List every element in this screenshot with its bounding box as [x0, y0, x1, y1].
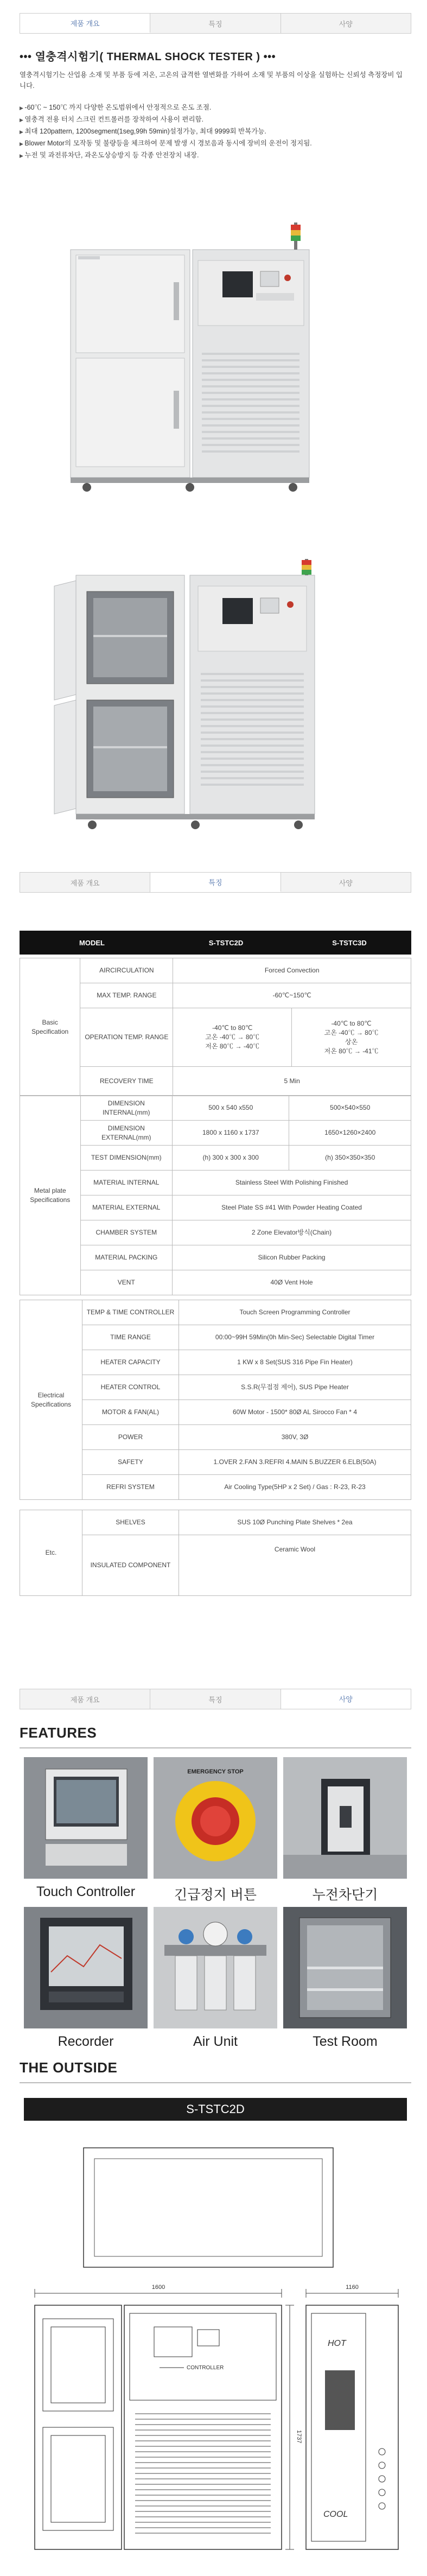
spec-table-electrical	[20, 1300, 411, 1500]
feature-caption: 긴급정지 버튼	[174, 1887, 257, 1903]
spec-row-label: TEST DIMENSION(mm)	[80, 1146, 173, 1171]
spec-row-value: Forced Convection	[173, 958, 411, 983]
spec-row-label: MATERIAL EXTERNAL	[80, 1195, 173, 1220]
tab-overview[interactable]: 제품 개요	[20, 14, 150, 33]
spec-row-label: MOTOR & FAN(AL)	[82, 1400, 179, 1425]
spec-row-value: Ceramic Wool	[179, 1535, 411, 1596]
spec-row-value: 2 Zone Elevator방식(Chain)	[173, 1220, 411, 1245]
spec-row-value: 1 KW x 8 Set(SUS 316 Pipe Fin Heater)	[179, 1350, 411, 1375]
dim-width-label: 1600	[151, 2284, 165, 2291]
spec-table-metal	[20, 1095, 411, 1295]
spec-row-label: DIMENSION INTERNAL(mm)	[80, 1096, 173, 1121]
feature-card	[154, 1907, 277, 2050]
spec-row-label: DIMENSION EXTERNAL(mm)	[80, 1121, 173, 1146]
bullet-item: ▶ 누전 및 과전류차단, 과온도상승방지 등 각종 안전장치 내장.	[20, 150, 408, 162]
product-image-open	[43, 559, 326, 836]
spec-row-value-a: (h) 300 x 300 x 300	[173, 1146, 289, 1171]
emergency-stop-photo	[154, 1757, 277, 1879]
spec-row-value: Stainless Steel With Polishing Finished	[173, 1171, 411, 1195]
spec-row-value: S.S.R(무접점 제어), SUS Pipe Heater	[179, 1375, 411, 1400]
spec-group-label: Basic Specification	[20, 958, 80, 1096]
tab-features[interactable]: 특징	[150, 873, 281, 892]
tab-overview[interactable]: 제품 개요	[20, 873, 150, 892]
product-title: ••• 열충격시험기( THERMAL SHOCK TESTER ) •••	[20, 51, 276, 63]
feature-caption: 누전차단기	[312, 1887, 378, 1903]
spec-row-label: SHELVES	[82, 1510, 179, 1535]
feature-caption: Touch Controller	[36, 1884, 136, 1899]
features-divider	[20, 1747, 411, 1748]
tab-specs[interactable]: 사양	[339, 20, 353, 28]
spec-row-value: -60℃~150℃	[173, 983, 411, 1008]
spec-row-label: CHAMBER SYSTEM	[80, 1220, 173, 1245]
spec-row-label: MATERIAL PACKING	[80, 1245, 173, 1270]
spec-row-value-b: -40℃ to 80℃ 고온 -40℃ → 80℃ 상온 저온 80℃ → -41℃	[292, 1008, 411, 1067]
spec-row-value: 40Ø Vent Hole	[173, 1270, 411, 1295]
tab-bar-specs	[20, 1689, 411, 1709]
feature-caption: Air Unit	[193, 2034, 238, 2049]
spec-table-basic	[20, 958, 411, 1096]
tab-bar-features	[20, 872, 411, 893]
spec-row-label: AIRCIRCULATION	[80, 958, 173, 983]
dim-height-label: 1737	[296, 2430, 302, 2444]
spec-row-label: MATERIAL INTERNAL	[80, 1171, 173, 1195]
spec-row-value: SUS 10Ø Punching Plate Shelves * 2ea	[179, 1510, 411, 1535]
spec-row-value-b: (h) 350×350×350	[289, 1146, 411, 1171]
tab-features[interactable]: 특징	[150, 14, 281, 33]
spec-row-value-a: 1800 x 1160 x 1737	[173, 1121, 289, 1146]
spec-row-value: 380V, 3Ø	[179, 1425, 411, 1450]
test-room-photo	[283, 1907, 407, 2028]
feature-card	[154, 1757, 277, 1904]
spec-row-label: INSULATED COMPONENT	[82, 1535, 179, 1596]
spec-row-label: TEMP & TIME CONTROLLER	[82, 1300, 179, 1325]
hot-zone-label: HOT	[328, 2339, 346, 2348]
spec-group-label: Etc.	[20, 1510, 82, 1596]
spec-table-header	[20, 931, 411, 955]
breaker-photo	[283, 1757, 407, 1879]
controller-label: CONTROLLER	[187, 2365, 224, 2371]
spec-row-label: MAX TEMP. RANGE	[80, 983, 173, 1008]
spec-row-value-a: 500 x 540 x550	[173, 1096, 289, 1121]
estop-label: EMERGENCY STOP	[187, 1769, 244, 1775]
product-intro: 열충격시험기는 산업용 소재 및 부품 등에 저온, 고온의 급격한 열변화를 가하여 소재 및 부품의 이상을 실험하는 신뢰성 측정장비 입니다.	[20, 71, 403, 90]
spec-group-label: Electrical Specifications	[20, 1300, 82, 1500]
bullet-item: ▶ Blower Motor의 모작동 및 불량등을 체크하여 문제 발생 시 경보음과 동시에 장비의 운전이 정지됨.	[20, 138, 408, 150]
tab-overview[interactable]: 제품 개요	[20, 1689, 150, 1709]
spec-table-etc	[20, 1510, 411, 1596]
spec-row-value: Silicon Rubber Packing	[173, 1245, 411, 1270]
feature-bullets	[20, 102, 408, 162]
spec-row-value: Air Cooling Type(5HP x 2 Set) / Gas : R-23, R-23	[179, 1475, 411, 1500]
outside-title: THE OUTSIDE	[20, 2059, 118, 2076]
spec-group-label: Metal plate Specifications	[20, 1096, 81, 1295]
spec-row-value: 1.OVER 2.FAN 3.REFRI 4.MAIN 5.BUZZER 6.ELB(50A)	[179, 1450, 411, 1475]
spec-row-label: SAFETY	[82, 1450, 179, 1475]
dim-depth-label: 1160	[346, 2284, 359, 2291]
feature-caption: Recorder	[58, 2034, 114, 2049]
feature-card	[24, 1757, 148, 1900]
spec-row-value-b: 1650×1260×2400	[289, 1121, 411, 1146]
tab-specs[interactable]: 사양	[339, 879, 353, 887]
features-title: FEATURES	[20, 1725, 97, 1741]
spec-row-value: 00:00~99H 59Min(0h Min-Sec) Selectable Digital Timer	[179, 1325, 411, 1350]
spec-row-label: HEATER CAPACITY	[82, 1350, 179, 1375]
spec-row-label: RECOVERY TIME	[80, 1067, 173, 1096]
spec-row-label: OPERATION TEMP. RANGE	[80, 1008, 173, 1067]
spec-row-value: 60W Motor - 1500* 80Ø AL Sirocco Fan * 4	[179, 1400, 411, 1425]
spec-head-model: MODEL	[79, 938, 105, 947]
touch-controller-photo	[24, 1757, 148, 1879]
spec-row-label: VENT	[80, 1270, 173, 1295]
outside-model-banner: S-TSTC2D	[24, 2098, 407, 2121]
air-unit-photo	[154, 1907, 277, 2028]
spec-head-model-a: S-TSTC2D	[208, 938, 244, 947]
feature-card	[283, 1907, 407, 2050]
recorder-photo	[24, 1907, 148, 2028]
outside-divider	[20, 2082, 411, 2083]
spec-row-label: POWER	[82, 1425, 179, 1450]
spec-row-label: TIME RANGE	[82, 1325, 179, 1350]
spec-row-value: Touch Screen Programming Controller	[179, 1300, 411, 1325]
spec-head-model-b: S-TSTC3D	[332, 938, 367, 947]
spec-row-value: 5 Min	[173, 1067, 411, 1096]
tab-specs[interactable]: 사양	[281, 1689, 411, 1709]
cool-zone-label: COOL	[323, 2510, 348, 2519]
bullet-item: ▶ -60℃ ~ 150℃ 까지 다양한 온도범위에서 안정적으로 온도 조절.	[20, 102, 408, 114]
bullet-item: ▶ 최대 120pattern, 1200segment(1seg,99h 59min)설정가능, 최대 9999회 반복가능.	[20, 126, 408, 138]
feature-card	[283, 1757, 407, 1904]
tab-features[interactable]: 특징	[150, 1689, 281, 1709]
tab-bar-overview	[20, 13, 411, 34]
spec-row-value: Steel Plate SS #41 With Powder Heating Coated	[173, 1195, 411, 1220]
spec-row-value-b: 500×540×550	[289, 1096, 411, 1121]
spec-row-value-a: -40℃ to 80℃ 고온 -40℃ → 80℃ 저온 80℃ → -40℃	[173, 1008, 292, 1067]
feature-caption: Test Room	[313, 2034, 378, 2049]
spec-row-label: REFRI SYSTEM	[82, 1475, 179, 1500]
spec-row-label: HEATER CONTROL	[82, 1375, 179, 1400]
feature-card	[24, 1907, 148, 2050]
outside-drawing	[24, 2126, 407, 2571]
product-image-closed	[43, 217, 326, 510]
bullet-item: ▶ 열충격 전용 터치 스크린 컨트롤러를 장착하여 사용이 편리함.	[20, 114, 408, 126]
